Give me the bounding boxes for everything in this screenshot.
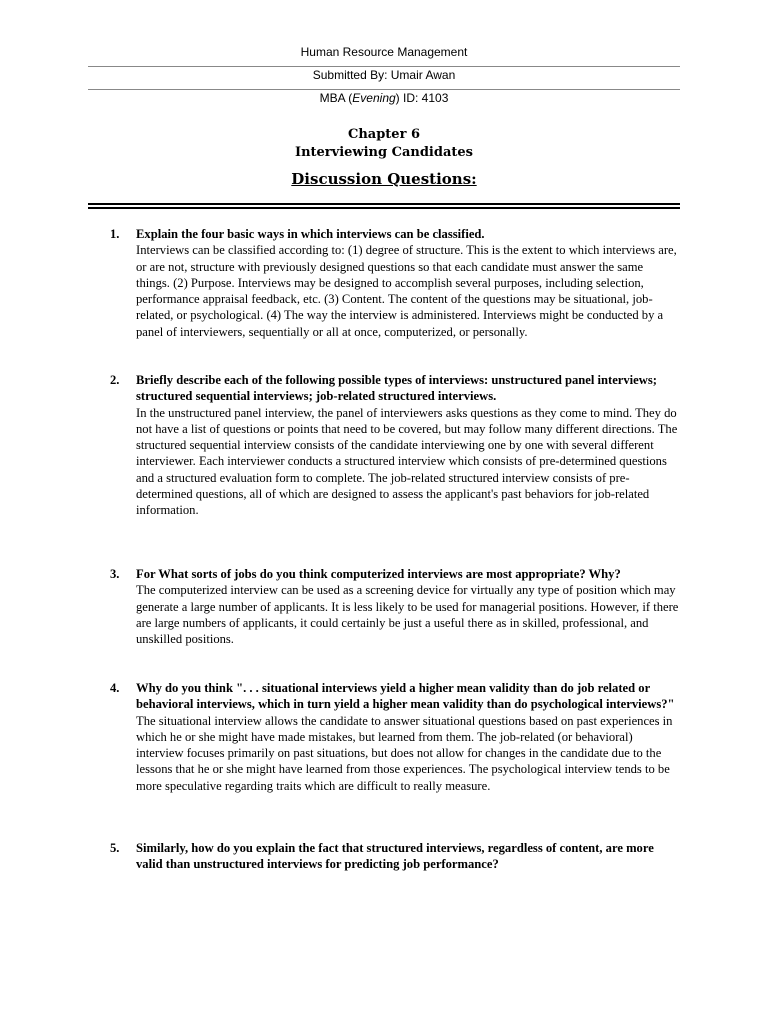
chapter-number: Chapter 6 <box>347 127 420 142</box>
program-id <box>88 91 680 105</box>
question-number: 5. <box>110 841 120 855</box>
answer-text: The computerized interview can be used as a screening device for virtually any type of position which may generate a large number of applicants. It is less likely to be used for managerial positions. However, if there are large numbers of applicants, it could certainly be just a useful there as in skilled, professional, and unskilled positions. <box>136 583 679 647</box>
answer-text: In the unstructured panel interview, the panel of interviewers asks questions as they come to mind. They do not have a list of questions or points that need to be covered, but may follow many different directions. The structured sequential interview consists of the candidate interviewing one by one with several different interviewer. Each interviewer conducts a structured interview which consists of pre-determined questions and a structured evaluation form to complete. The job-related structured interview consists of pre-determined questions, all of which are designed to assess the applicant's past behaviors for job-related information. <box>136 405 678 518</box>
program-evening: Evening <box>352 91 396 105</box>
question-number: 3. <box>110 567 120 581</box>
question-number: 4. <box>110 681 120 695</box>
question-item <box>110 372 680 519</box>
question-text: Briefly describe each of the following possible types of interviews: unstructured panel interviews; structured sequential interviews; job-related structured interviews. <box>136 373 657 404</box>
question-text: For What sorts of jobs do you think computerized interviews are most appropriate? Why? <box>136 567 621 581</box>
question-text: Why do you think ". . . situational interviews yield a higher mean validity than do job related or behavioral interviews, which in turn yield a higher mean validity than do psychological interviews?" <box>136 681 675 712</box>
question-text: Similarly, how do you explain the fact that structured interviews, regardless of content, are more valid than unstructured interviews for predicting job performance? <box>136 841 654 872</box>
question-item <box>110 680 680 794</box>
question-number: 2. <box>110 373 120 387</box>
header-divider <box>88 89 680 90</box>
submitted-by: Submitted By: Umair Awan <box>312 68 456 82</box>
question-number: 1. <box>110 227 120 241</box>
section-title: Discussion Questions: <box>291 170 477 188</box>
question-item <box>110 566 680 647</box>
question-item <box>110 840 680 873</box>
chapter-title: Interviewing Candidates <box>295 145 473 160</box>
question-text: Explain the four basic ways in which interviews can be classified. <box>136 227 485 241</box>
section-divider <box>88 203 680 205</box>
program-prefix: MBA ( <box>319 91 353 105</box>
section-divider <box>88 207 680 209</box>
program-suffix: ) ID: 4103 <box>395 91 449 105</box>
header-divider <box>88 66 680 67</box>
document-title: Human Resource Management <box>300 45 468 59</box>
answer-text: The situational interview allows the candidate to answer situational questions based on past experiences in which he or she might have made mistakes, but learned from them. The job-related (or behavioral) interview focuses primarily on past situations, but does not allow for changes in the candidate due to the lessons that he or she might have learned from those experiences. The psychological interview tends to be more speculative regarding traits which are difficult to really measure. <box>136 713 673 793</box>
question-item <box>110 226 680 340</box>
answer-text: Interviews can be classified according to: (1) degree of structure. This is the extent to which interviews are, or are not, structure with previously designed questions so that each candidate must answer the same things. (2) Purpose. Interviews may be designed to accomplish several purposes, including selection, performance appraisal feedback, etc. (3) Content. The content of the questions may be situational, job-related, or psychological. (4) The way the interview is administered. Interviews might be conducted by a panel of interviewers, sequentially or all at once, computerized, or personally. <box>136 243 677 339</box>
